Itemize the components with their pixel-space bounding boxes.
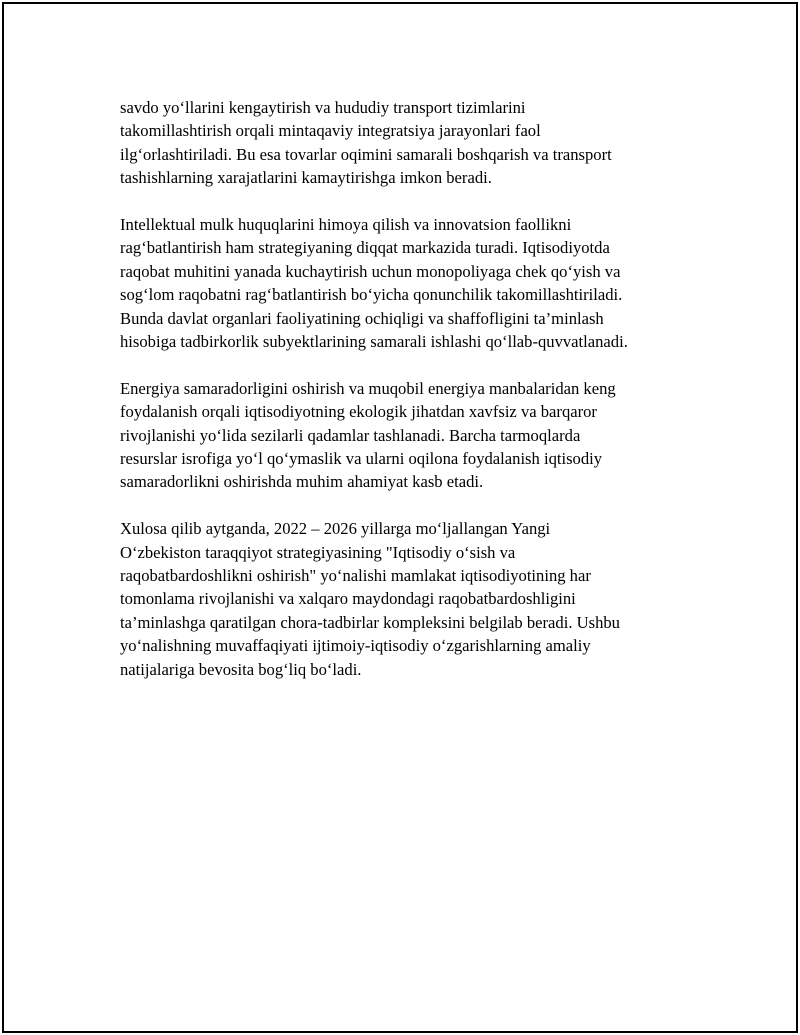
page-frame [2, 2, 798, 1033]
paragraph-conclusion: Xulosa qilib aytganda, 2022 – 2026 yillarga mo‘ljallangan Yangi O‘zbekiston taraqqiyot strategiyasining "Iqtisodiy o‘sish va raqobatbardoshlikni oshirish" yo‘nalishi mamlakat iqtisodiyotining har tomonlama rivojlanishi va xalqaro maydondagi raqobatbardoshligini ta’minlashga qaratilgan chora-tadbirlar kompleksini belgilab beradi. Ushbu yo‘nalishning muvaffaqiyati ijtimoiy-iqtisodiy o‘zgarishlarning amaliy natijalariga bevosita bog‘liq bo‘ladi. [120, 519, 620, 679]
document-body [120, 96, 710, 705]
paragraph-intellectual-property: Intellektual mulk huquqlarini himoya qilish va innovatsion faollikni rag‘batlantirish ham strategiyaning diqqat markazida turadi. Iqtisodiyotda raqobat muhitini yanada kuchaytirish uchun monopoliyaga chek qo‘yish va sog‘lom raqobatni rag‘batlantirish bo‘yicha qonunchilik takomillashtiriladi. Bunda davlat organlari faoliyatining ochiqligi va shaffofligini ta’minlash hisobiga tadbirkorlik subyektlarining samarali ishlashi qo‘llab-quvvatlanadi. [120, 215, 628, 352]
paragraph-energy-efficiency: Energiya samaradorligini oshirish va muqobil energiya manbalaridan keng foydalanish orqali iqtisodiyotning ekologik jihatdan xavfsiz va barqaror rivojlanishi yo‘lida sezilarli qadamlar tashlanadi. Barcha tarmoqlarda resurslar isrofiga yo‘l qo‘ymaslik va ularni oqilona foydalanish iqtisodiy samaradorlikni oshirishda muhim ahamiyat kasb etadi. [120, 378, 616, 492]
paragraph-trade-routes: savdo yo‘llarini kengaytirish va hududiy transport tizimlarini takomillashtirish orqali mintaqaviy integratsiya jarayonlari faol ilg‘orlashtiriladi. Bu esa tovarlar oqimini samarali boshqarish va transport tashishlarning xarajatlarini kamaytirishga imkon beradi. [120, 98, 612, 188]
